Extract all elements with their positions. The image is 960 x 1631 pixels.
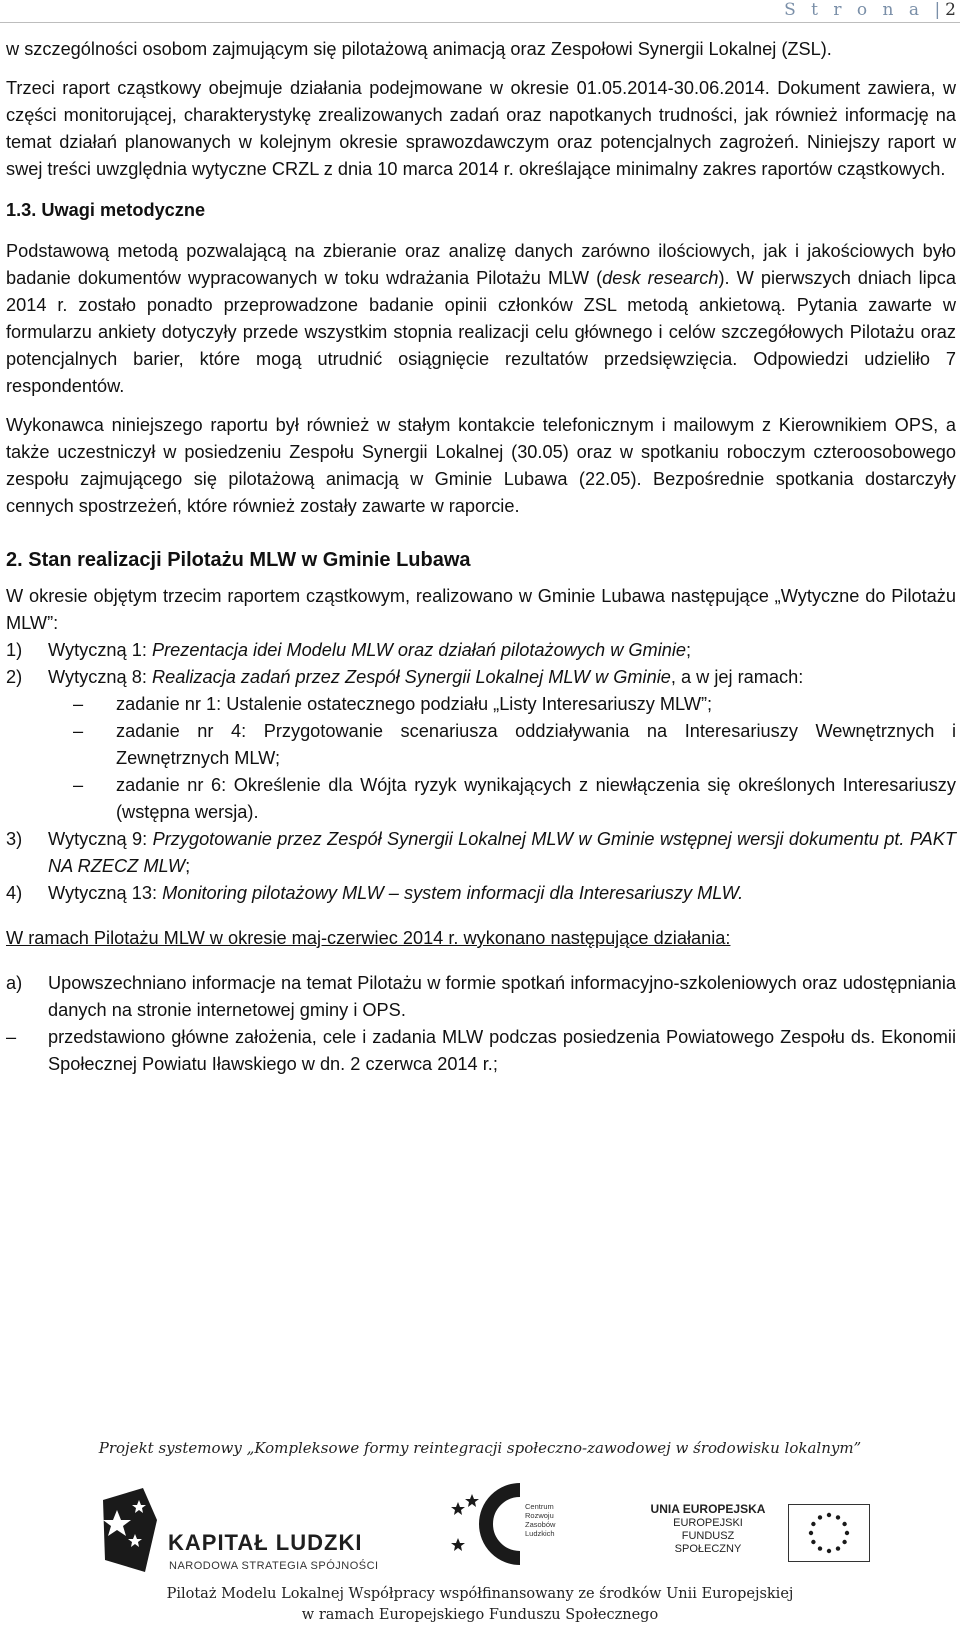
- guideline-item: 2) Wytyczną 8: Realizacja zadań przez Zespół Synergii Lokalnej MLW w Gminie, a w jej ramach:: [6, 667, 804, 687]
- page-number-value: 2: [945, 0, 956, 20]
- subtask-item: – zadanie nr 6: Określenie dla Wójta ryzyk wynikających z niewłączenia się określonych Interesariuszy (wstępna wersja).: [73, 775, 956, 822]
- paragraph-contractor: Wykonawca niniejszego raportu był również w stałym kontakcie telefonicznym i mailowym z Kierownikiem OPS, a także uczestniczył w posiedzeniu Zespołu Synergii Lokalnej (30.05) oraz w spotkaniu roboczym czteroosobowego zespołu zajmującego się pilotażową animacją w Gminie Lubawa (22.05). Bezpośrednie spotkania dostarczyły cennych spostrzeżeń, które również zostały zawarte w raporcie.: [6, 415, 956, 516]
- guideline-item: 3) Wytyczną 9: Przygotowanie przez Zespół Synergii Lokalnej MLW w Gminie wstępnej wersji dokumentu pt. PAKT NA RZECZ MLW;: [6, 829, 956, 876]
- crzl-logo-text: Centrum Rozwoju Zasobów Ludzkich: [525, 1502, 556, 1538]
- paragraph-methodology: Podstawową metodą pozwalającą na zbieranie oraz analizę danych zarówno ilościowych, jak i jakościowych było badanie dokumentów wypracowanych w toku wdrażania Pilotażu MLW (desk research). W pierwszych dniach lipca 2014 r. zostało ponadto przeprowadzone badanie opinii członków ZSL metodą ankietową. Pytania zawarte w formularzu ankiety dotyczyły przede wszystkim stopnia realizacji celu głównego i celów szczegółowych Pilotażu oraz potencjalnych barier, które mogą utrudnić osiągnięcie rezultatów przedsięwzięcia. Odpowiedzi udzieliło 7 respondentów.: [6, 241, 956, 396]
- subtask-item: – zadanie nr 4: Przygotowanie scenariusza oddziaływania na Interesariuszy Wewnętrznych i Zewnętrznych MLW;: [73, 721, 956, 768]
- page-header: [0, 0, 960, 23]
- actions-heading: W ramach Pilotażu MLW w okresie maj-czerwiec 2014 r. wykonano następujące działania:: [6, 928, 731, 948]
- crzl-logo: [450, 1480, 590, 1570]
- kapital-ludzki-logo: [95, 1480, 395, 1578]
- page-word: S t r o n a |: [784, 0, 946, 20]
- kapital-ludzki-subtitle: NARODOWA STRATEGIA SPÓJNOŚCI: [169, 1560, 379, 1572]
- subtask-item: – zadanie nr 1: Ustalenie ostatecznego podziału „Listy Interesariuszy MLW”;: [73, 694, 713, 714]
- eu-flag-icon: [788, 1504, 870, 1562]
- document-body: [6, 36, 956, 1078]
- action-item: a) Upowszechniano informacje na temat Pilotażu w formie spotkań informacyjno-szkoleniowych oraz udostępniania danych na stronie internetowej gminy i OPS.: [6, 973, 956, 1020]
- guideline-item: 1) Wytyczną 1: Prezentacja idei Modelu MLW oraz działań pilotażowych w Gminie;: [6, 640, 692, 660]
- paragraph-guidelines-intro: W okresie objętym trzecim raportem cząstkowym, realizowano w Gminie Lubawa następujące „Wytyczne do Pilotażu MLW”:: [6, 586, 956, 633]
- footer-logos: [0, 1480, 960, 1590]
- action-item: – przedstawiono główne założenia, cele i zadania MLW podczas posiedzenia Powiatowego Zespołu ds. Ekonomii Społecznej Powiatu Iławskiego w dn. 2 czerwca 2014 r.;: [6, 1027, 956, 1074]
- footer-project-title: Projekt systemowy „Kompleksowe formy reintegracji społeczno-zawodowej w środowisku lokalnym”: [98, 1439, 862, 1457]
- section-heading-2: 2. Stan realizacji Pilotażu MLW w Gminie Lubawa: [6, 549, 471, 571]
- section-heading-1-3: 1.3. Uwagi metodyczne: [6, 200, 206, 220]
- paragraph-intro: w szczególności osobom zajmującym się pilotażową animacją oraz Zespołowi Synergii Lokalnej (ZSL).: [6, 39, 832, 59]
- eu-logo-text: UNIA EUROPEJSKA EUROPEJSKI FUNDUSZ SPOŁECZNY: [650, 1502, 766, 1555]
- paragraph-report-scope: Trzeci raport cząstkowy obejmuje działania podejmowane w okresie 01.05.2014-30.06.2014. Dokument zawiera, w części monitorującej, charakterystykę zrealizowanych zadań oraz napotkanych trudności, jak również informację na temat działań planowanych w kolejnym okresie sprawozdawczym oraz potencjalnych zagrożeń. Niniejszy raport w swej treści uwzględnia wytyczne CRZL z dnia 10 marca 2014 r. określające minimalny zakres raportów cząstkowych.: [6, 78, 956, 179]
- guideline-item: 4) Wytyczną 13: Monitoring pilotażowy MLW – system informacji dla Interesariuszy MLW.: [6, 883, 744, 903]
- kapital-ludzki-emblem-icon: [95, 1480, 165, 1578]
- crzl-emblem-icon: [450, 1480, 590, 1570]
- footer-cofinancing-note: Pilotaż Modelu Lokalnej Współpracy współfinansowany ze środków Unii Europejskiej w ramach Europejskiego Funduszu Społecznego: [166, 1586, 794, 1623]
- desk-research-term: desk research: [602, 268, 719, 288]
- kapital-ludzki-title: KAPITAŁ LUDZKI: [168, 1530, 363, 1555]
- page-number: [784, 0, 956, 20]
